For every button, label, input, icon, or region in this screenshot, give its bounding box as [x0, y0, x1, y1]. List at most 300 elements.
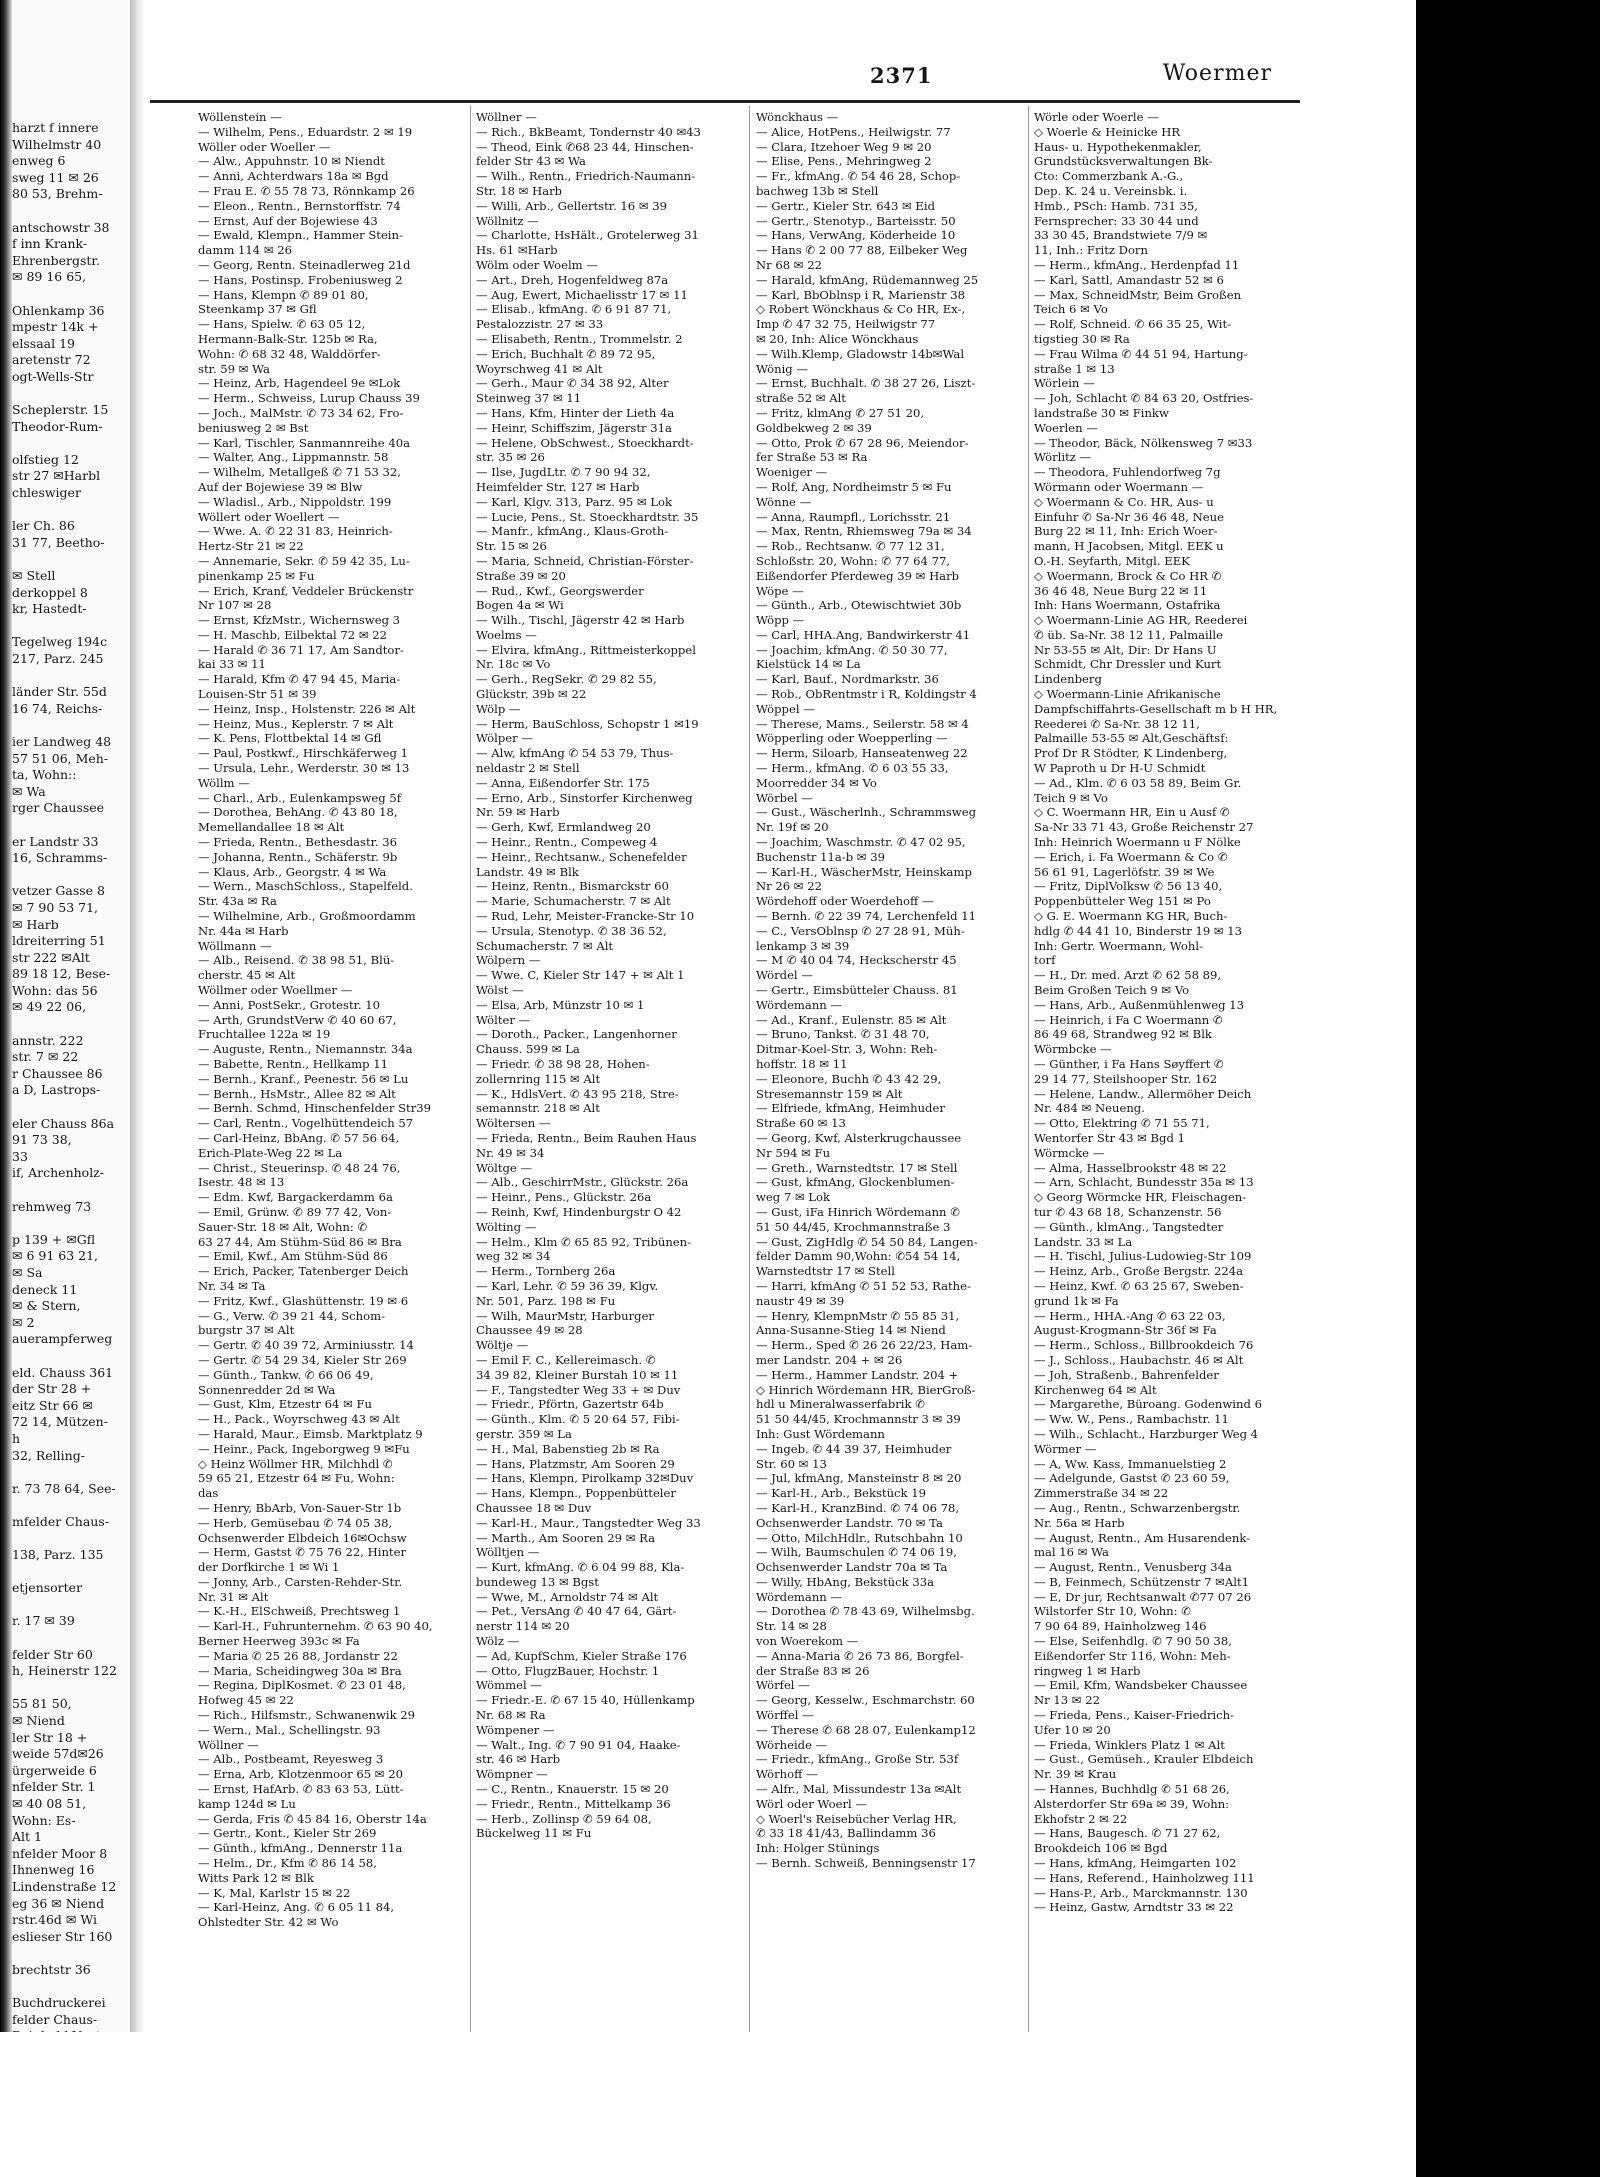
- directory-entry: Nr. 31 ✉ Alt: [198, 1589, 269, 1604]
- directory-entry: Nr. 39 ✉ Krau: [1034, 1767, 1117, 1782]
- directory-entry: — Jul, kfmAng, Mansteinstr 8 ✉ 20: [756, 1471, 962, 1486]
- directory-entry: — Hans, Arb., Außenmühlenweg 13: [1034, 997, 1245, 1012]
- directory-entry: Wölting —: [476, 1219, 537, 1234]
- directory-entry: ◇ Woermann-Linie AG HR, Reederei: [1034, 613, 1248, 628]
- directory-entry: landstraße 30 ✉ Finkw: [1034, 405, 1169, 420]
- directory-entry: ✆ üb. Sa-Nr. 38 12 11, Palmaille: [1034, 627, 1224, 642]
- previous-page-line: ✉ 6 91 63 21,: [12, 1248, 99, 1264]
- previous-page-line: nfelder Moor 8: [12, 1845, 108, 1861]
- directory-entry: — Friedr., Rentn., Mittelkamp 36: [476, 1796, 671, 1811]
- previous-page-line: 55 81 50,: [12, 1696, 72, 1712]
- previous-page-line: str 27 ✉Harbl: [12, 468, 101, 484]
- previous-page-line: ✉ 89 16 65,: [12, 269, 87, 285]
- directory-entry: — Heinr, Schiffszim, Jägerstr 31a: [476, 420, 672, 435]
- directory-entry: — Reinh, Kwf, Hindenburgstr O 42: [476, 1204, 682, 1219]
- previous-page-line: eitz Str 66 ✉: [12, 1397, 93, 1413]
- directory-entry: — Heinz, Insp., Holstenstr. 226 ✉ Alt: [198, 701, 416, 716]
- directory-entry: — Marie, Schumacherstr. 7 ✉ Alt: [476, 894, 671, 909]
- directory-entry: Beim Großen Teich 9 ✉ Vo: [1034, 983, 1190, 998]
- header-rule: [150, 100, 1300, 103]
- directory-entry: ◇ Woermann, Brock & Co HR ✆: [1034, 568, 1222, 583]
- previous-page-line: brechtstr 36: [12, 1961, 91, 1977]
- directory-entry: ◇ Woermann & Co. HR, Aus- u: [1034, 494, 1214, 509]
- directory-entry: Nr 594 ✉ Fu: [756, 1145, 831, 1160]
- directory-entry: — Heinr., Pack, Ingeborgweg 9 ✉Fu: [198, 1441, 410, 1456]
- directory-entry: weg 32 ✉ 34: [476, 1249, 551, 1264]
- directory-entry: — Margarethe, Büroang. Godenwind 6: [1034, 1397, 1262, 1412]
- directory-entry: Bogen 4a ✉ Wi: [476, 598, 564, 613]
- directory-entry: Cto: Commerzbank A.-G.,: [1034, 169, 1184, 184]
- directory-entry: 36 46 48, Neue Burg 22 ✉ 11: [1034, 583, 1208, 598]
- directory-entry: — Wwe. C, Kieler Str 147 + ✉ Alt 1: [476, 968, 685, 983]
- directory-entry: Eißendorfer Str 116, Wohn: Meh-: [1034, 1648, 1231, 1663]
- directory-entry: felder Str 43 ✉ Wa: [476, 154, 586, 169]
- directory-entry: damm 114 ✉ 26: [198, 243, 292, 258]
- previous-page-line: [12, 1630, 130, 1647]
- previous-page-line: ✉ Niend: [12, 1713, 65, 1728]
- previous-page-line: ✉ Sa: [12, 1264, 43, 1280]
- previous-page-line: [12, 867, 130, 884]
- directory-entry: ◇ Heinz Wöllmer HR, Milchhdl ✆: [198, 1456, 393, 1471]
- previous-page-line: Ohlenkamp 36: [12, 302, 105, 318]
- scan-background: [1416, 0, 1600, 2177]
- directory-entry: Wönig —: [756, 361, 808, 376]
- directory-entry: — Hans-P., Arb., Marckmannstr. 130: [1034, 1885, 1248, 1900]
- previous-page-line: ier Landweg 48: [12, 733, 112, 749]
- column-4: [1034, 110, 1296, 1915]
- previous-page-line: Lindenstraße 12: [12, 1878, 117, 1894]
- directory-entry: — Henry, BbArb, Von-Sauer-Str 1b: [198, 1500, 402, 1515]
- directory-entry: — Therese, Mams., Seilerstr. 58 ✉ 4: [756, 716, 969, 731]
- directory-entry: — Carl-Heinz, BbAng. ✆ 57 56 64,: [198, 1130, 400, 1145]
- directory-entry: Wöllm —: [198, 775, 250, 790]
- directory-entry: 7 90 64 89, Hainholzweg 146: [1034, 1619, 1207, 1634]
- directory-entry: Berner Heerweg 393c ✉ Fa: [198, 1634, 360, 1649]
- directory-entry: — Hans, Klempn., Poppenbütteler: [476, 1486, 676, 1501]
- previous-page-line: [12, 1530, 130, 1547]
- previous-page-line: auerampferweg: [12, 1331, 113, 1347]
- previous-page-line: p 139 + ✉Gfl: [12, 1231, 96, 1247]
- directory-entry: von Woerekom —: [756, 1634, 859, 1649]
- directory-entry: — Arth, GrundstVerw ✆ 40 60 67,: [198, 1012, 397, 1027]
- directory-entry: — Karl, Tischler, Sanmannreihe 40a: [198, 435, 410, 450]
- directory-entry: — Gertr., Eimsbütteler Chauss. 81: [756, 983, 958, 998]
- directory-entry: Goldbekweg 2 ✉ 39: [756, 420, 872, 435]
- directory-entry: Inh: Hans Woermann, Ostafrika: [1034, 598, 1221, 613]
- directory-entry: Ekhofstr 2 ✉ 22: [1034, 1811, 1128, 1826]
- directory-entry: — Karl-H., Arb., Bekstück 19: [756, 1486, 927, 1501]
- directory-entry: — Heinr., Pens., Glückstr. 26a: [476, 1190, 652, 1205]
- directory-entry: — Rob., Rechtsanw. ✆ 77 12 31,: [756, 539, 945, 554]
- directory-entry: — Helm., Klm ✆ 65 85 92, Tribünen-: [476, 1234, 692, 1249]
- previous-page-line: ✉ & Stern,: [12, 1298, 81, 1314]
- previous-page-line: 72 14, Mützen-: [12, 1414, 108, 1430]
- directory-entry: — Ernst, Auf der Bojewiese 43: [198, 213, 378, 228]
- directory-entry: — Walter, Ang., Lippmannstr. 58: [198, 450, 389, 465]
- directory-entry: — Friedr.-E. ✆ 67 15 40, Hüllenkamp: [476, 1693, 695, 1708]
- directory-entry: Pestalozzistr. 27 ✉ 33: [476, 317, 604, 332]
- directory-entry: — G., Verw. ✆ 39 21 44, Schom-: [198, 1308, 386, 1323]
- directory-entry: Hmb., PSch: Hamb. 731 35,: [1034, 198, 1198, 213]
- directory-entry: ◇ Woermann-Linie Afrikanische: [1034, 687, 1221, 702]
- previous-page-line: antschowstr 38: [12, 219, 110, 235]
- directory-entry: 63 27 44, Am Stühm-Süd 86 ✉ Bra: [198, 1234, 402, 1249]
- directory-entry: Woerlen —: [1034, 420, 1098, 435]
- directory-entry: — Karl, BbOblnsp i R, Marienstr 38: [756, 287, 966, 302]
- directory-entry: Wölst —: [476, 983, 524, 998]
- directory-entry: — Elisab., kfmAng. ✆ 6 91 87 71,: [476, 302, 672, 317]
- directory-entry: — Joh, Schlacht ✆ 84 63 20, Ostfries-: [1034, 391, 1254, 406]
- previous-page-line: a D, Lastrops-: [12, 1082, 101, 1098]
- directory-entry: — Gust, Klm, Etzestr 64 ✉ Fu: [198, 1397, 372, 1412]
- directory-entry: Wörmbcke —: [1034, 1042, 1112, 1057]
- directory-entry: — B, Feinmech, Schützenstr 7 ✉Alt1: [1034, 1574, 1249, 1589]
- previous-page-line: enweg 6: [12, 153, 66, 169]
- directory-entry: fer Straße 53 ✉ Ra: [756, 450, 868, 465]
- directory-entry: — Wilhelm, Metallgeß ✆ 71 53 32,: [198, 465, 401, 480]
- previous-page-line: eler Chauss 86a: [12, 1115, 115, 1131]
- directory-entry: — Elise, Pens., Mehringweg 2: [756, 154, 932, 169]
- directory-entry: — Fritz, klmAng ✆ 27 51 20,: [756, 405, 925, 420]
- directory-entry: — Helm., Dr., Kfm ✆ 86 14 58,: [198, 1856, 377, 1871]
- directory-entry: — Joch., MalMstr. ✆ 73 34 62, Fro-: [198, 405, 404, 420]
- directory-entry: — Dorothea, BehAng. ✆ 43 80 18,: [198, 805, 398, 820]
- previous-page-line: [12, 1597, 130, 1614]
- previous-page-line: Theodor-Rum-: [12, 418, 103, 434]
- directory-entry: — Helene, Landw., Allermöher Deich: [1034, 1086, 1252, 1101]
- directory-entry: 56 61 91, Lagerlöfstr. 39 ✉ We: [1034, 864, 1215, 879]
- directory-entry: — Dorothea ✆ 78 43 69, Wilhelmsbg.: [756, 1604, 975, 1619]
- directory-entry: — Henry, KlempnMstr ✆ 55 85 31,: [756, 1308, 960, 1323]
- directory-entry: Nr. 484 ✉ Neueng.: [1034, 1101, 1145, 1116]
- directory-entry: ✉ 20, Inh: Alice Wönckhaus: [756, 331, 919, 346]
- directory-entry: Poppenbütteler Weg 151 ✉ Po: [1034, 894, 1211, 909]
- directory-entry: — Hans, kfmAng, Heimgarten 102: [1034, 1856, 1237, 1871]
- directory-entry: Einfuhr ✆ Sa-Nr 36 46 48, Neue: [1034, 509, 1224, 524]
- directory-entry: Erich-Plate-Weg 22 ✉ La: [198, 1145, 343, 1160]
- directory-entry: — Theodora, Fuhlendorfweg 7g: [1034, 465, 1221, 480]
- directory-entry: — Gerda, Fris ✆ 45 84 16, Oberstr 14a: [198, 1811, 427, 1826]
- directory-entry: — Hans, VerwAng, Köderheide 10: [756, 228, 956, 243]
- directory-entry: zollernring 115 ✉ Alt: [476, 1071, 601, 1086]
- directory-entry: Nr 107 ✉ 28: [198, 598, 272, 613]
- previous-page-line: der Str 28 +: [12, 1381, 92, 1397]
- directory-entry: Chaussee 49 ✉ 28: [476, 1323, 583, 1338]
- previous-page-line: Wilhelmstr 40: [12, 136, 102, 152]
- directory-entry: Str. 60 ✉ 13: [756, 1456, 827, 1471]
- directory-entry: — Greth., Warnstedtstr. 17 ✉ Stell: [756, 1160, 958, 1175]
- previous-page-line: 138, Parz. 135: [12, 1547, 104, 1563]
- directory-entry: — Wern., Mal., Schellingstr. 93: [198, 1722, 381, 1737]
- previous-page-line: Scheplerstr. 15: [12, 402, 109, 418]
- directory-entry: — Hans ✆ 2 00 77 88, Eilbeker Weg: [756, 243, 968, 258]
- directory-entry: — Karl, Lehr. ✆ 59 36 39, Klgv.: [476, 1278, 659, 1293]
- directory-entry: — Eleonore, Buchh ✆ 43 42 29,: [756, 1071, 942, 1086]
- directory-entry: — Gerh, Kwf, Ermlandweg 20: [476, 820, 651, 835]
- directory-entry: Wörhoff —: [756, 1767, 818, 1782]
- previous-page-line: [12, 1464, 130, 1481]
- directory-entry: — Ernst, KfzMstr., Wichernsweg 3: [198, 613, 401, 628]
- directory-entry: — Karl, Klgv. 313, Parz. 95 ✉ Lok: [476, 494, 673, 509]
- directory-entry: — Alfr., Mal, Missundestr 13a ✉Alt: [756, 1782, 962, 1797]
- directory-entry: Woelms —: [476, 627, 537, 642]
- directory-entry: burgstr 37 ✉ Alt: [198, 1323, 295, 1338]
- directory-entry: Wöllmann —: [198, 938, 272, 953]
- directory-entry: — Marth., Am Sooren 29 ✉ Ra: [476, 1530, 656, 1545]
- directory-entry: — Ad., Kranf., Eulenstr. 85 ✉ Alt: [756, 1012, 947, 1027]
- directory-entry: — Erich, i. Fa Woermann & Co ✆: [1034, 849, 1228, 864]
- directory-entry: — K., HdlsVert. ✆ 43 95 218, Stre-: [476, 1086, 679, 1101]
- directory-entry: semannstr. 218 ✉ Alt: [476, 1101, 600, 1116]
- directory-entry: Inh: Holger Stünings: [756, 1841, 880, 1856]
- previous-page-line: [12, 286, 130, 303]
- directory-entry: Wömpener —: [476, 1722, 555, 1737]
- previous-page-line: ✉ 49 22 06,: [12, 999, 87, 1015]
- previous-page-line: if, Archenholz-: [12, 1165, 105, 1181]
- directory-entry: tur ✆ 43 68 18, Schanzenstr. 56: [1034, 1204, 1222, 1219]
- previous-page-line: str 222 ✉Alt: [12, 949, 90, 965]
- directory-entry: — Willi, Arb., Gellertstr. 16 ✉ 39: [476, 198, 668, 213]
- directory-entry: Woyrschweg 41 ✉ Alt: [476, 361, 603, 376]
- directory-entry: — Karl-H., Fuhrunternehm. ✆ 63 90 40,: [198, 1619, 433, 1634]
- directory-entry: — Rolf, Ang, Nordheimstr 5 ✉ Fu: [756, 479, 952, 494]
- directory-entry: 86 49 68, Strandweg 92 ✉ Blk: [1034, 1027, 1212, 1042]
- directory-entry: — Ad, KupfSchm, Kieler Straße 176: [476, 1648, 687, 1663]
- directory-entry: — Gust, iFa Hinrich Wördemann ✆: [756, 1204, 960, 1219]
- directory-entry: Nr. 56a ✉ Harb: [1034, 1515, 1125, 1530]
- directory-entry: — Theod, Eink ✆68 23 44, Hinschen-: [476, 139, 694, 154]
- previous-page-line: 80 53, Brehm-: [12, 186, 103, 202]
- directory-entry: — Johanna, Rentn., Schäferstr. 9b: [198, 849, 398, 864]
- directory-entry: — Hans, Klempn, Pirolkamp 32✉Duv: [476, 1471, 694, 1486]
- directory-entry: Louisen-Str 51 ✉ 39: [198, 687, 317, 702]
- directory-entry: Eißendorfer Pferdeweg 39 ✉ Harb: [756, 568, 960, 583]
- directory-entry: Hermann-Balk-Str. 125b ✉ Ra,: [198, 331, 378, 346]
- directory-entry: — Gust., Wäscherlnh., Schrammsweg: [756, 805, 977, 820]
- directory-entry: — Lucie, Pens., St. Stoeckhardtstr. 35: [476, 509, 699, 524]
- directory-entry: Wömpner —: [476, 1767, 548, 1782]
- directory-entry: Wölpern —: [476, 953, 541, 968]
- directory-entry: Wönne —: [756, 494, 812, 509]
- directory-entry: 59 65 21, Etzestr 64 ✉ Fu, Wohn:: [198, 1471, 395, 1486]
- previous-page-line: elssaal 19: [12, 335, 76, 351]
- directory-entry: — Fritz, DiplVolksw ✆ 56 13 40,: [1034, 879, 1223, 894]
- directory-entry: — Klaus, Arb., Georgstr. 4 ✉ Wa: [198, 864, 387, 879]
- directory-entry: — Pet., VersAng ✆ 40 47 64, Gärt-: [476, 1604, 677, 1619]
- previous-page-line: olfstieg 12: [12, 451, 79, 467]
- directory-entry: — Emil, Kfm, Wandsbeker Chaussee: [1034, 1678, 1248, 1693]
- directory-entry: — Wilhelm, Pens., Eduardstr. 2 ✉ 19: [198, 124, 413, 139]
- directory-entry: Isestr. 48 ✉ 13: [198, 1175, 285, 1190]
- directory-entry: Schmidt, Chr Dressler und Kurt: [1034, 657, 1222, 672]
- previous-page-line: Ehrenbergstr.: [12, 252, 100, 268]
- directory-entry: — Regina, DiplKosmet. ✆ 23 01 48,: [198, 1678, 406, 1693]
- directory-entry: — Manfr., kfmAng., Klaus-Groth-: [476, 524, 669, 539]
- directory-entry: — Frieda, Winklers Platz 1 ✉ Alt: [1034, 1737, 1225, 1752]
- directory-entry: — Babette, Rentn., Hellkamp 11: [198, 1057, 388, 1071]
- directory-entry: — August, Rentn., Am Husarendenk-: [1034, 1530, 1251, 1545]
- directory-entry: — Karl, Sattl, Amandastr 52 ✉ 6: [1034, 272, 1224, 287]
- directory-entry: 11, Inh.: Fritz Dorn: [1034, 243, 1148, 258]
- directory-entry: Wördehoff oder Woerdehoff —: [756, 894, 934, 909]
- directory-entry: Wörlein —: [1034, 376, 1095, 391]
- directory-entry: — Ingeb. ✆ 44 39 37, Heimhuder: [756, 1441, 952, 1456]
- directory-entry: — Joachim, kfmAng. ✆ 50 30 77,: [756, 642, 948, 657]
- directory-entry: Inh: Heinrich Woermann u F Nölke: [1034, 835, 1241, 850]
- directory-entry: — Karl-H., Maur., Tangstedter Weg 33: [476, 1515, 701, 1530]
- directory-entry: Memellandallee 18 ✉ Alt: [198, 820, 345, 835]
- previous-page-line: er Landstr 33: [12, 833, 99, 849]
- directory-entry: — Harald ✆ 36 71 17, Am Sandtor-: [198, 642, 404, 657]
- directory-entry: — Gertr., Kieler Str. 643 ✉ Eid: [756, 198, 935, 213]
- directory-entry: — Frau Wilma ✆ 44 51 94, Hartung-: [1034, 346, 1248, 361]
- previous-page-fragment: [12, 0, 130, 2032]
- previous-page-line: derkoppel 8: [12, 584, 88, 600]
- directory-entry: — Frieda, Rentn., Bethesdastr. 36: [198, 835, 398, 850]
- directory-entry: W Paproth u Dr H-U Schmidt: [1034, 761, 1206, 776]
- directory-entry: — Anna, Raumpfl., Lorichsstr. 21: [756, 509, 951, 524]
- directory-entry: — Wilh, MaurMstr, Harburger: [476, 1308, 654, 1323]
- directory-entry: — Herm., Schloss., Billbrookdeich 76: [1034, 1338, 1254, 1353]
- page-number: 2371: [870, 63, 933, 88]
- previous-page-line: chleswiger: [12, 485, 81, 501]
- directory-entry: — Walt., Ing. ✆ 7 90 91 04, Haake-: [476, 1737, 681, 1752]
- previous-page-line: aretenstr 72: [12, 352, 91, 368]
- directory-entry: 51 50 44/45, Krochmannstraße 3: [756, 1219, 951, 1234]
- directory-entry: — Paul, Postkwf., Hirschkäferweg 1: [198, 746, 408, 761]
- directory-entry: neldastr 2 ✉ Stell: [476, 761, 580, 776]
- directory-entry: Wömmel —: [476, 1678, 542, 1693]
- directory-entry: — Karl, Bauf., Nordmarkstr. 36: [756, 672, 939, 687]
- directory-entry: Nr. 18c ✉ Vo: [476, 657, 551, 672]
- directory-entry: cherstr. 45 ✉ Alt: [198, 968, 296, 983]
- previous-page-line: [12, 1182, 130, 1199]
- directory-entry: — Wladisl., Arb., Nippoldstr. 199: [198, 494, 392, 509]
- directory-entry: Wöltge —: [476, 1160, 533, 1175]
- directory-entry: Wöllner —: [198, 1737, 259, 1752]
- directory-entry: — Herm., Tornberg 26a: [476, 1264, 616, 1279]
- directory-entry: Wölltjen —: [476, 1545, 540, 1560]
- directory-entry: O.-H. Seyfarth, Mitgl. EEK: [1034, 553, 1190, 568]
- directory-entry: — Harald, Maur., Eimsb. Marktplatz 9: [198, 1426, 423, 1441]
- directory-entry: — Maria, Schneid, Christian-Förster-: [476, 553, 694, 568]
- directory-entry: beniusweg 2 ✉ Bst: [198, 420, 309, 435]
- directory-entry: — Herm., HHA.-Ang ✆ 63 22 03,: [1034, 1308, 1226, 1323]
- previous-page-line: [12, 618, 130, 635]
- previous-page-line: [12, 435, 130, 452]
- directory-entry: — Gust, kfmAng, Glockenblumen-: [756, 1175, 955, 1190]
- directory-entry: — Bernh. Schweiß, Benningsenstr 17: [756, 1856, 976, 1871]
- directory-entry: — Elfriede, kfmAng, Heimhuder: [756, 1101, 945, 1116]
- directory-entry: — Therese ✆ 68 28 07, Eulenkamp12: [756, 1722, 976, 1737]
- directory-entry: Nr 13 ✉ 22: [1034, 1693, 1100, 1708]
- directory-entry: Landstr. 33 ✉ La: [1034, 1234, 1133, 1249]
- previous-page-line: r. 17 ✉ 39: [12, 1613, 75, 1629]
- previous-page-line: 33: [12, 1148, 28, 1164]
- directory-entry: — Erich, Buchhalt ✆ 89 72 95,: [476, 346, 656, 361]
- directory-entry: Wörlitz —: [1034, 450, 1092, 465]
- directory-entry: mal 16 ✉ Wa: [1034, 1545, 1109, 1560]
- directory-entry: Wölper —: [476, 731, 533, 746]
- previous-page-line: [12, 1564, 130, 1581]
- directory-entry: gerstr. 359 ✉ La: [476, 1426, 572, 1441]
- directory-entry: ◇ Georg Wörmcke HR, Fleischagen-: [1034, 1190, 1247, 1205]
- directory-entry: — Karl-H., KranzBind. ✆ 74 06 78,: [756, 1500, 960, 1515]
- directory-entry: Wörmer —: [1034, 1441, 1097, 1456]
- directory-entry: Wörfel —: [756, 1678, 810, 1693]
- previous-page-line: sweg 11 ✉ 26: [12, 169, 99, 185]
- directory-entry: — Rolf, Schneid. ✆ 66 35 25, Wit-: [1034, 317, 1232, 332]
- directory-entry: — Heinz, Gastw, Arndtstr 33 ✉ 22: [1034, 1900, 1234, 1915]
- directory-entry: grund 1k ✉ Fa: [1034, 1293, 1119, 1308]
- directory-entry: Stresemannstr 159 ✉ Alt: [756, 1086, 903, 1101]
- directory-entry: Schumacherstr. 7 ✉ Alt: [476, 938, 614, 953]
- directory-entry: Ochsenwerder Landstr. 70 ✉ Ta: [756, 1515, 943, 1530]
- previous-page-line: ürgerweide 6: [12, 1762, 97, 1778]
- previous-page-line: weide 57d✉26: [12, 1746, 104, 1762]
- directory-entry: — Hans, Platzmstr, Am Sooren 29: [476, 1456, 675, 1471]
- directory-entry: hdlg ✆ 44 41 10, Binderstr 19 ✉ 13: [1034, 923, 1243, 938]
- directory-entry: Fernsprecher: 33 30 44 und: [1034, 213, 1199, 228]
- directory-entry: Wördemann —: [756, 997, 843, 1012]
- directory-entry: Str. 18 ✉ Harb: [476, 183, 563, 198]
- directory-entry: — Wilh., Schlacht., Harzburger Weg 4: [1034, 1426, 1259, 1441]
- directory-entry: Wöllenstein —: [198, 110, 282, 124]
- directory-entry: Chaussee 18 ✉ Duv: [476, 1500, 592, 1515]
- directory-entry: tigstieg 30 ✉ Ra: [1034, 331, 1130, 346]
- directory-entry: bachweg 13b ✉ Stell: [756, 183, 879, 198]
- previous-page-line: [12, 502, 130, 519]
- previous-page-line: Wohn: Es-: [12, 1812, 76, 1828]
- previous-page-line: harzt f innere: [12, 120, 99, 135]
- directory-entry: — Wwe, M., Arnoldstr 74 ✉ Alt: [476, 1589, 659, 1604]
- directory-entry: ◇ Robert Wönckhaus & Co HR, Ex-,: [756, 302, 966, 317]
- directory-entry: — K, Mal, Karlstr 15 ✉ 22: [198, 1885, 351, 1900]
- directory-entry: — Gertr. ✆ 40 39 72, Arminiusstr. 14: [198, 1338, 414, 1353]
- directory-entry: Fruchtallee 122a ✉ 19: [198, 1027, 331, 1042]
- previous-page-line: 32, Relling-: [12, 1447, 85, 1463]
- directory-entry: Hofweg 45 ✉ 22: [198, 1693, 294, 1708]
- directory-entry: — Herb., Zollinsp ✆ 59 64 08,: [476, 1811, 652, 1826]
- directory-entry: Wohn: ✆ 68 32 48, Walddörfer-: [198, 346, 381, 361]
- directory-entry: — Karl-H., WäscherMstr, Heinskamp: [756, 864, 972, 879]
- directory-entry: — Anni, PostSekr., Grotestr. 10: [198, 997, 381, 1012]
- directory-entry: — Emil F. C., Kellereimasch. ✆: [476, 1352, 656, 1367]
- directory-entry: ringweg 1 ✉ Harb: [1034, 1663, 1141, 1678]
- directory-entry: Warnstedtstr 17 ✉ Stell: [756, 1264, 895, 1279]
- directory-entry: — Elsa, Arb, Münzstr 10 ✉ 1: [476, 997, 645, 1012]
- directory-entry: Witts Park 12 ✉ Blk: [198, 1870, 314, 1885]
- directory-entry: — Herm, Siloarb, Hanseatenweg 22: [756, 746, 968, 761]
- directory-entry: Nr 68 ✉ 22: [756, 257, 822, 272]
- directory-entry: — Alw, kfmAng ✆ 54 53 79, Thus-: [476, 746, 674, 761]
- directory-entry: — Max, Rentn, Rhiemsweg 79a ✉ 34: [756, 524, 972, 539]
- column-divider: [1028, 106, 1029, 2056]
- directory-entry: Wöpp —: [756, 613, 805, 628]
- directory-entry: str. 46 ✉ Harb: [476, 1752, 561, 1767]
- directory-entry: — Wilh, Baumschulen ✆ 74 06 19,: [756, 1545, 957, 1560]
- directory-entry: — Bernh., HsMstr., Allee 82 ✉ Alt: [198, 1086, 396, 1101]
- previous-page-line: rstr.46d ✉ Wi: [12, 1912, 97, 1928]
- directory-entry: — Adelgunde, Gastst ✆ 23 60 59,: [1034, 1471, 1230, 1486]
- previous-page-text: [12, 120, 130, 2128]
- directory-entry: — Ewald, Klempn., Hammer Stein-: [198, 228, 403, 243]
- directory-entry: — Anna-Maria ✆ 26 73 86, Borgfel-: [756, 1648, 964, 1663]
- column-2: [476, 110, 738, 1841]
- page-bottom-margin: [0, 2032, 1416, 2177]
- directory-entry: Teich 6 ✉ Vo: [1034, 302, 1108, 317]
- page-edge-shadow: [0, 0, 12, 2032]
